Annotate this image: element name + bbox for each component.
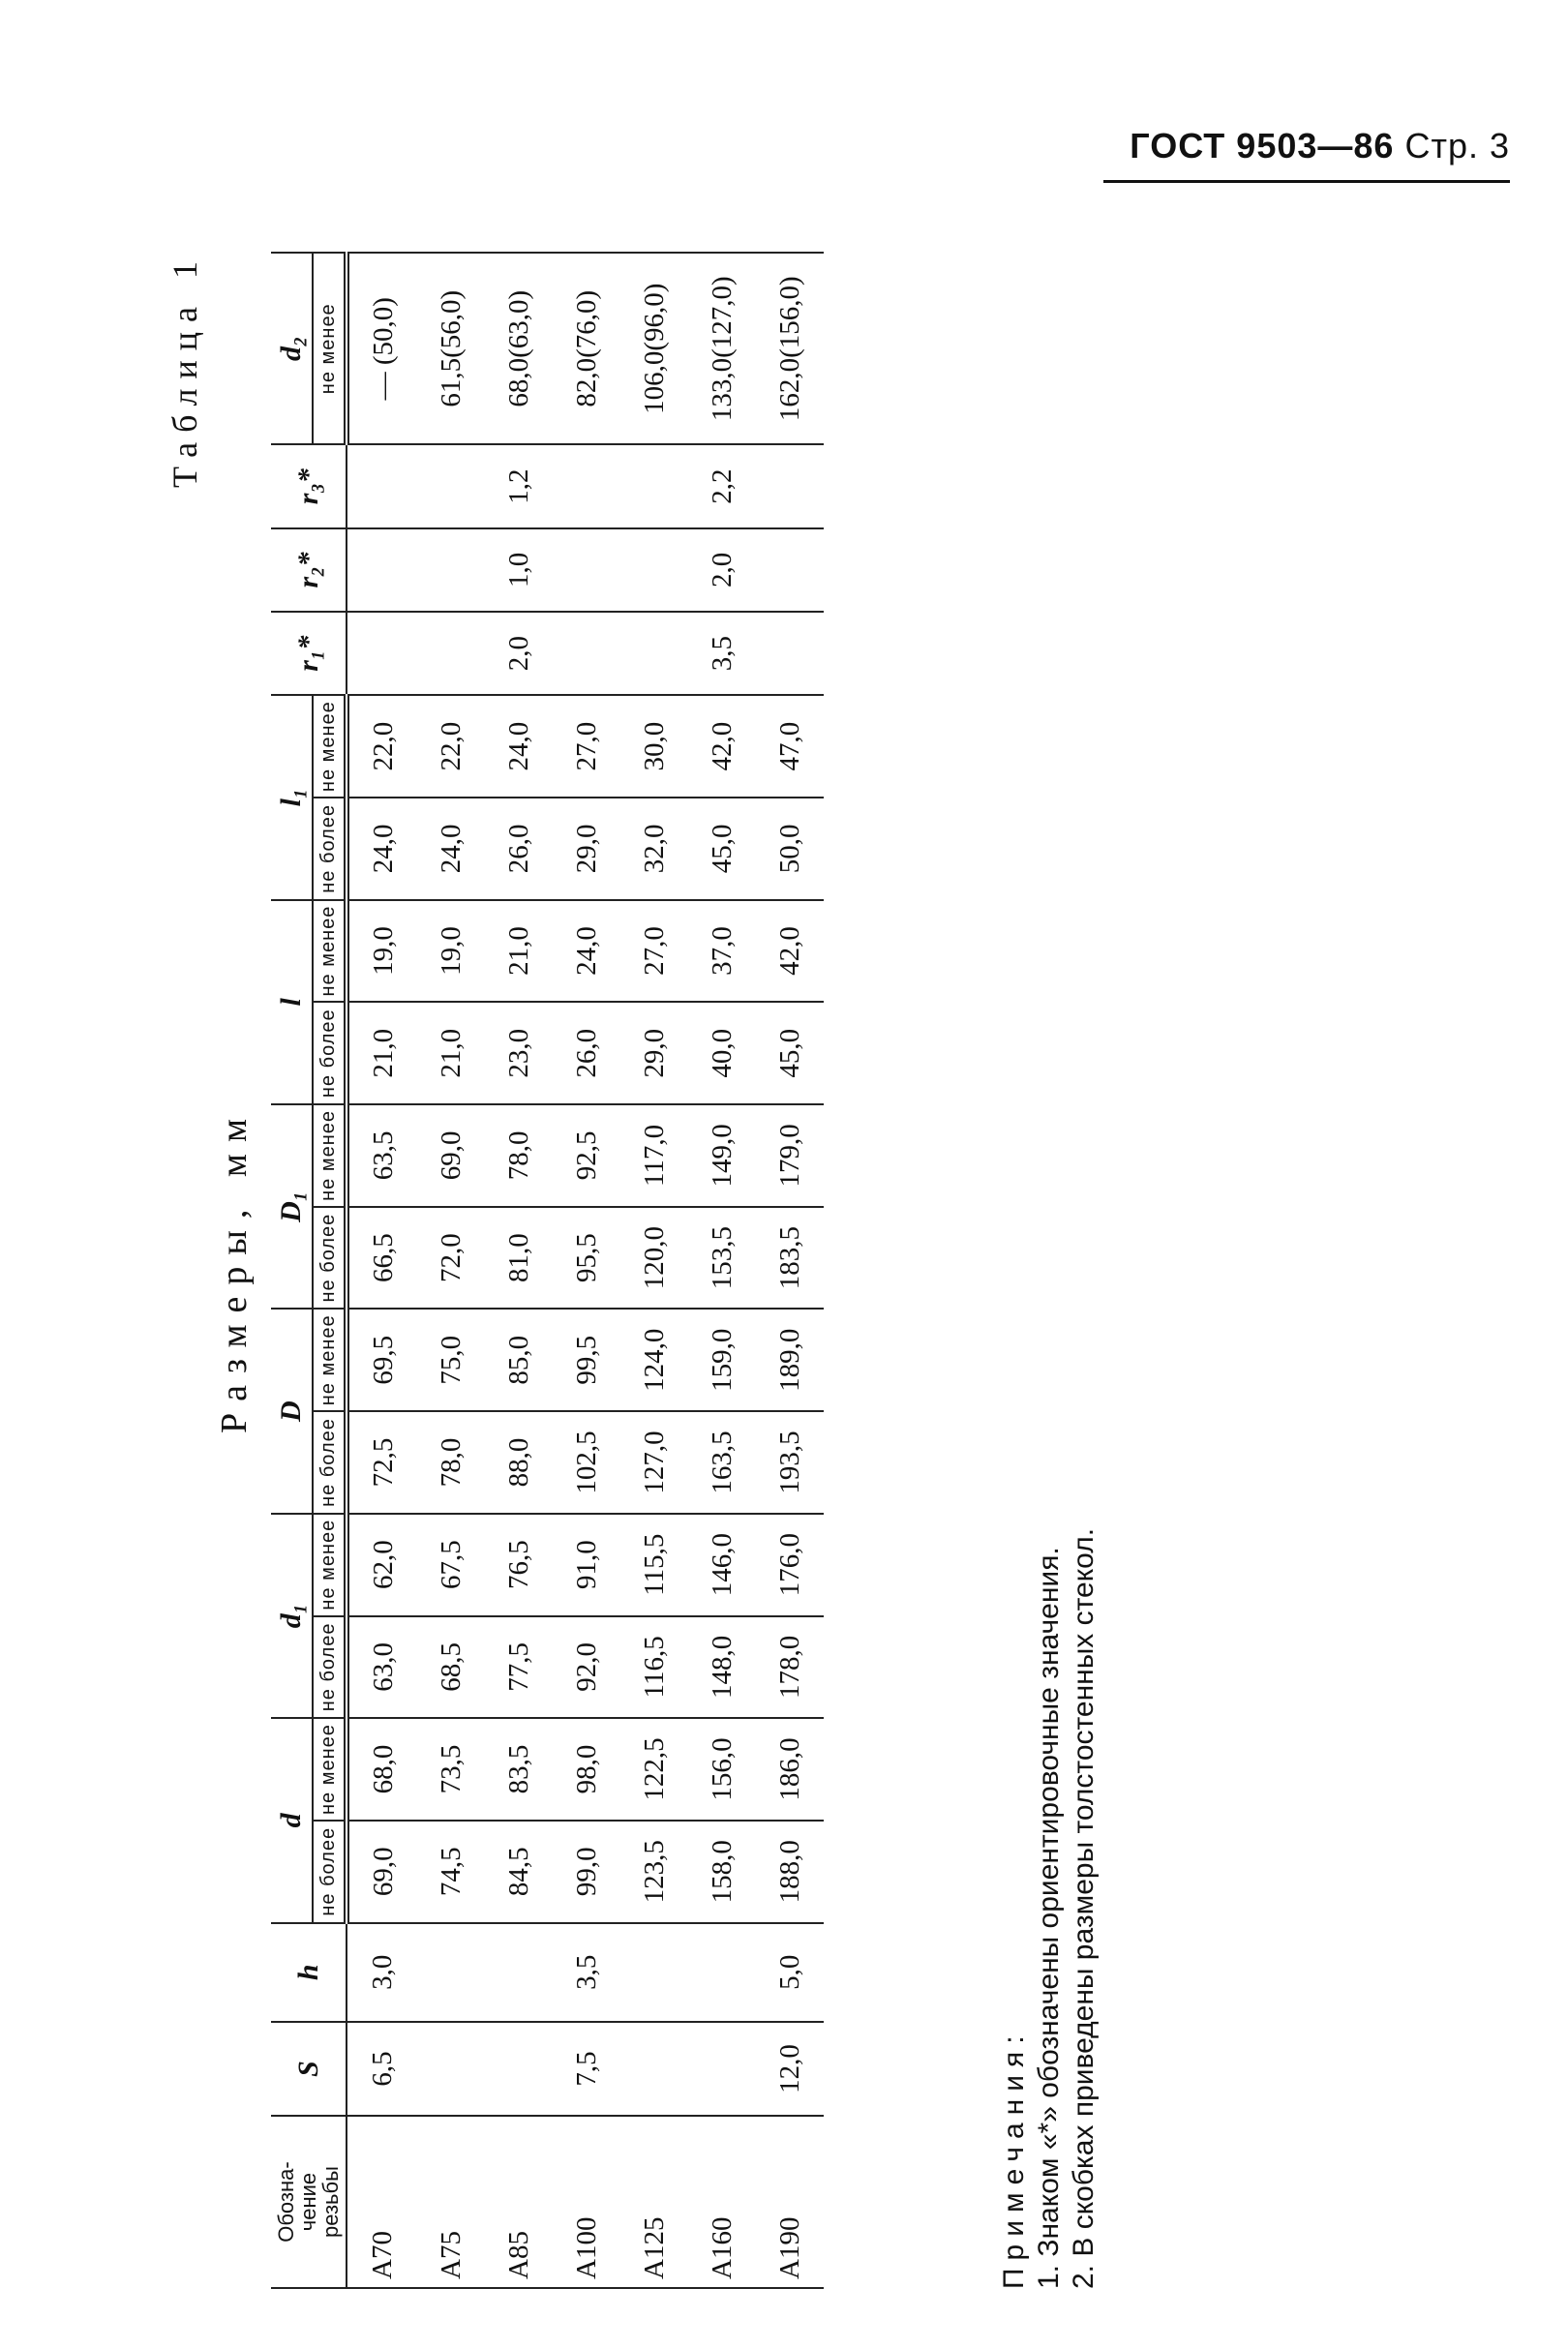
header-d1: d₁ <box>271 1514 313 1718</box>
header-l: l <box>271 900 313 1104</box>
cell-d1-max: 92,0 <box>553 1616 620 1719</box>
cell-d1-max: 148,0 <box>688 1616 756 1719</box>
subheader-max: не более <box>313 798 347 900</box>
cell-d1-min: 91,0 <box>553 1514 620 1616</box>
page-number: Стр. 3 <box>1404 126 1510 166</box>
cell-r3 <box>347 445 417 528</box>
cell-D1-min: 92,5 <box>553 1104 620 1207</box>
cell-l1-max: 45,0 <box>688 798 756 900</box>
cell-D1-max: 81,0 <box>485 1207 553 1310</box>
cell-D-max: 78,0 <box>417 1411 485 1514</box>
cell-D1-min: 179,0 <box>756 1104 824 1207</box>
note-item: 2. В скобках приведены размеры толстостенных стекол. <box>1068 1527 1100 2289</box>
cell-l-min: 24,0 <box>553 900 620 1003</box>
header-D: D <box>271 1309 313 1513</box>
cell-D-max: 193,5 <box>756 1411 824 1514</box>
header-d2: d₂ <box>271 253 313 445</box>
cell-h: 3,5 <box>553 1923 620 2022</box>
cell-des: A100 <box>553 2116 620 2288</box>
cell-l-min: 42,0 <box>756 900 824 1003</box>
cell-r3 <box>620 445 688 528</box>
cell-l1-max: 24,0 <box>347 798 417 900</box>
cell-d-max: 74,5 <box>417 1821 485 1923</box>
cell-d2: 68,0(63,0) <box>485 253 553 445</box>
cell-l1-max: 24,0 <box>417 798 485 900</box>
cell-D-min: 85,0 <box>485 1309 553 1411</box>
cell-l1-min: 22,0 <box>347 695 417 798</box>
header-d: d <box>271 1718 313 1922</box>
cell-l-max: 21,0 <box>347 1002 417 1104</box>
cell-d-min: 122,5 <box>620 1718 688 1821</box>
cell-l1-min: 24,0 <box>485 695 553 798</box>
cell-d2: 61,5(56,0) <box>417 253 485 445</box>
cell-r2: 1,0 <box>485 528 553 612</box>
header-h: h <box>271 1923 347 2022</box>
cell-D1-min: 149,0 <box>688 1104 756 1207</box>
cell-l1-max: 29,0 <box>553 798 620 900</box>
cell-S: 6,5 <box>347 2022 417 2116</box>
note-item: 1. Знаком «*» обозначены ориентировочные значения. <box>1033 1547 1065 2289</box>
cell-des: A125 <box>620 2116 688 2288</box>
table-row <box>756 253 824 2288</box>
cell-r3 <box>553 445 620 528</box>
cell-D-min: 159,0 <box>688 1309 756 1411</box>
cell-D1-min: 78,0 <box>485 1104 553 1207</box>
cell-D-max: 72,5 <box>347 1411 417 1514</box>
cell-d-min: 68,0 <box>347 1718 417 1821</box>
cell-h <box>417 1923 485 2022</box>
cell-D-max: 88,0 <box>485 1411 553 1514</box>
cell-h <box>688 1923 756 2022</box>
notes <box>997 1528 1101 2289</box>
cell-h: 3,0 <box>347 1923 417 2022</box>
cell-d1-min: 62,0 <box>347 1514 417 1616</box>
cell-d-min: 186,0 <box>756 1718 824 1821</box>
cell-l1-min: 27,0 <box>553 695 620 798</box>
cell-h <box>485 1923 553 2022</box>
cell-r3: 2,2 <box>688 445 756 528</box>
cell-r3 <box>756 445 824 528</box>
cell-d1-max: 63,0 <box>347 1616 417 1719</box>
cell-l-min: 19,0 <box>347 900 417 1003</box>
cell-D-min: 69,5 <box>347 1309 417 1411</box>
cell-l1-min: 30,0 <box>620 695 688 798</box>
subheader-max: не более <box>313 1616 347 1719</box>
rotated-content <box>165 252 1210 2289</box>
cell-r1 <box>417 612 485 695</box>
cell-D1-max: 66,5 <box>347 1207 417 1310</box>
table-row <box>688 253 756 2288</box>
cell-l1-max: 26,0 <box>485 798 553 900</box>
dimensions-table <box>271 252 824 2289</box>
subheader-min: не менее <box>313 1514 347 1616</box>
subheader-max: не более <box>313 1821 347 1923</box>
cell-l-max: 26,0 <box>553 1002 620 1104</box>
cell-l1-max: 50,0 <box>756 798 824 900</box>
table-row <box>417 253 485 2288</box>
cell-l1-max: 32,0 <box>620 798 688 900</box>
subheader-min: не менее <box>313 900 347 1003</box>
header-s: S <box>271 2022 347 2116</box>
subheader-min: не менее <box>313 1718 347 1821</box>
cell-d1-max: 68,5 <box>417 1616 485 1719</box>
subheader-max: не более <box>313 1411 347 1514</box>
cell-D-max: 127,0 <box>620 1411 688 1514</box>
cell-d1-min: 67,5 <box>417 1514 485 1616</box>
notes-title: Примечания: <box>998 2028 1030 2289</box>
cell-S <box>417 2022 485 2116</box>
cell-r2 <box>553 528 620 612</box>
subheader-min: не менее <box>313 695 347 798</box>
cell-r2: 2,0 <box>688 528 756 612</box>
cell-d-max: 188,0 <box>756 1821 824 1923</box>
cell-d-max: 99,0 <box>553 1821 620 1923</box>
cell-d1-max: 77,5 <box>485 1616 553 1719</box>
cell-D1-max: 183,5 <box>756 1207 824 1310</box>
cell-l-max: 40,0 <box>688 1002 756 1104</box>
cell-D-max: 102,5 <box>553 1411 620 1514</box>
cell-d1-min: 115,5 <box>620 1514 688 1616</box>
cell-r1 <box>620 612 688 695</box>
cell-l1-min: 42,0 <box>688 695 756 798</box>
cell-r2 <box>347 528 417 612</box>
cell-r2 <box>417 528 485 612</box>
header-designation: Обозна- чение резьбы <box>271 2116 347 2288</box>
cell-D-min: 124,0 <box>620 1309 688 1411</box>
page-header <box>1103 126 1510 183</box>
cell-d1-min: 176,0 <box>756 1514 824 1616</box>
cell-S <box>688 2022 756 2116</box>
header-r2: r₂* <box>271 528 347 612</box>
cell-d2: 162,0(156,0) <box>756 253 824 445</box>
cell-D1-min: 117,0 <box>620 1104 688 1207</box>
cell-des: A70 <box>347 2116 417 2288</box>
header-l1: l₁ <box>271 695 313 899</box>
cell-d2: 106,0(96,0) <box>620 253 688 445</box>
subheader-min: не менее <box>313 1104 347 1207</box>
cell-r2 <box>620 528 688 612</box>
cell-D1-min: 63,5 <box>347 1104 417 1207</box>
cell-r1: 2,0 <box>485 612 553 695</box>
cell-d-min: 156,0 <box>688 1718 756 1821</box>
table-name: Таблица 1 <box>166 252 204 488</box>
subheader-max: не более <box>313 1207 347 1310</box>
cell-l-max: 23,0 <box>485 1002 553 1104</box>
cell-d2: 133,0(127,0) <box>688 253 756 445</box>
standard-number: ГОСТ 9503—86 <box>1130 126 1395 166</box>
table-row <box>347 253 417 2288</box>
cell-S <box>620 2022 688 2116</box>
cell-D-max: 163,5 <box>688 1411 756 1514</box>
cell-l-min: 21,0 <box>485 900 553 1003</box>
cell-des: A190 <box>756 2116 824 2288</box>
cell-l1-min: 47,0 <box>756 695 824 798</box>
cell-l1-min: 22,0 <box>417 695 485 798</box>
cell-S <box>485 2022 553 2116</box>
cell-r1: 3,5 <box>688 612 756 695</box>
cell-des: A160 <box>688 2116 756 2288</box>
header-r1: r₁* <box>271 612 347 695</box>
cell-l-max: 45,0 <box>756 1002 824 1104</box>
cell-d-max: 69,0 <box>347 1821 417 1923</box>
cell-r3: 1,2 <box>485 445 553 528</box>
cell-D1-max: 153,5 <box>688 1207 756 1310</box>
cell-h: 5,0 <box>756 1923 824 2022</box>
cell-d1-min: 146,0 <box>688 1514 756 1616</box>
cell-d1-max: 178,0 <box>756 1616 824 1719</box>
cell-S: 12,0 <box>756 2022 824 2116</box>
header-r3: r₃* <box>271 445 347 528</box>
subheader-min: не менее <box>313 253 347 445</box>
table-body <box>347 253 824 2288</box>
cell-r1 <box>553 612 620 695</box>
cell-D1-max: 95,5 <box>553 1207 620 1310</box>
cell-l-min: 27,0 <box>620 900 688 1003</box>
cell-d-min: 73,5 <box>417 1718 485 1821</box>
table-row <box>485 253 553 2288</box>
cell-d1-min: 76,5 <box>485 1514 553 1616</box>
cell-l-min: 19,0 <box>417 900 485 1003</box>
cell-d-min: 83,5 <box>485 1718 553 1821</box>
cell-D1-max: 120,0 <box>620 1207 688 1310</box>
cell-d2: — (50,0) <box>347 253 417 445</box>
subheader-max: не более <box>313 1002 347 1104</box>
cell-r1 <box>347 612 417 695</box>
table-row <box>620 253 688 2288</box>
cell-d2: 82,0(76,0) <box>553 253 620 445</box>
cell-D1-min: 69,0 <box>417 1104 485 1207</box>
cell-d-max: 84,5 <box>485 1821 553 1923</box>
cell-D1-max: 72,0 <box>417 1207 485 1310</box>
cell-r2 <box>756 528 824 612</box>
cell-r3 <box>417 445 485 528</box>
table-subtitle: Размеры, мм <box>214 1107 255 1434</box>
cell-d-max: 123,5 <box>620 1821 688 1923</box>
cell-S: 7,5 <box>553 2022 620 2116</box>
cell-d-min: 98,0 <box>553 1718 620 1821</box>
cell-r1 <box>756 612 824 695</box>
cell-d1-max: 116,5 <box>620 1616 688 1719</box>
subheader-min: не менее <box>313 1309 347 1411</box>
cell-d-max: 158,0 <box>688 1821 756 1923</box>
cell-des: A85 <box>485 2116 553 2288</box>
table-row <box>553 253 620 2288</box>
header-D1: D₁ <box>271 1104 313 1309</box>
cell-D-min: 189,0 <box>756 1309 824 1411</box>
cell-l-min: 37,0 <box>688 900 756 1003</box>
cell-D-min: 75,0 <box>417 1309 485 1411</box>
cell-h <box>620 1923 688 2022</box>
cell-l-max: 29,0 <box>620 1002 688 1104</box>
cell-des: A75 <box>417 2116 485 2288</box>
cell-D-min: 99,5 <box>553 1309 620 1411</box>
cell-l-max: 21,0 <box>417 1002 485 1104</box>
